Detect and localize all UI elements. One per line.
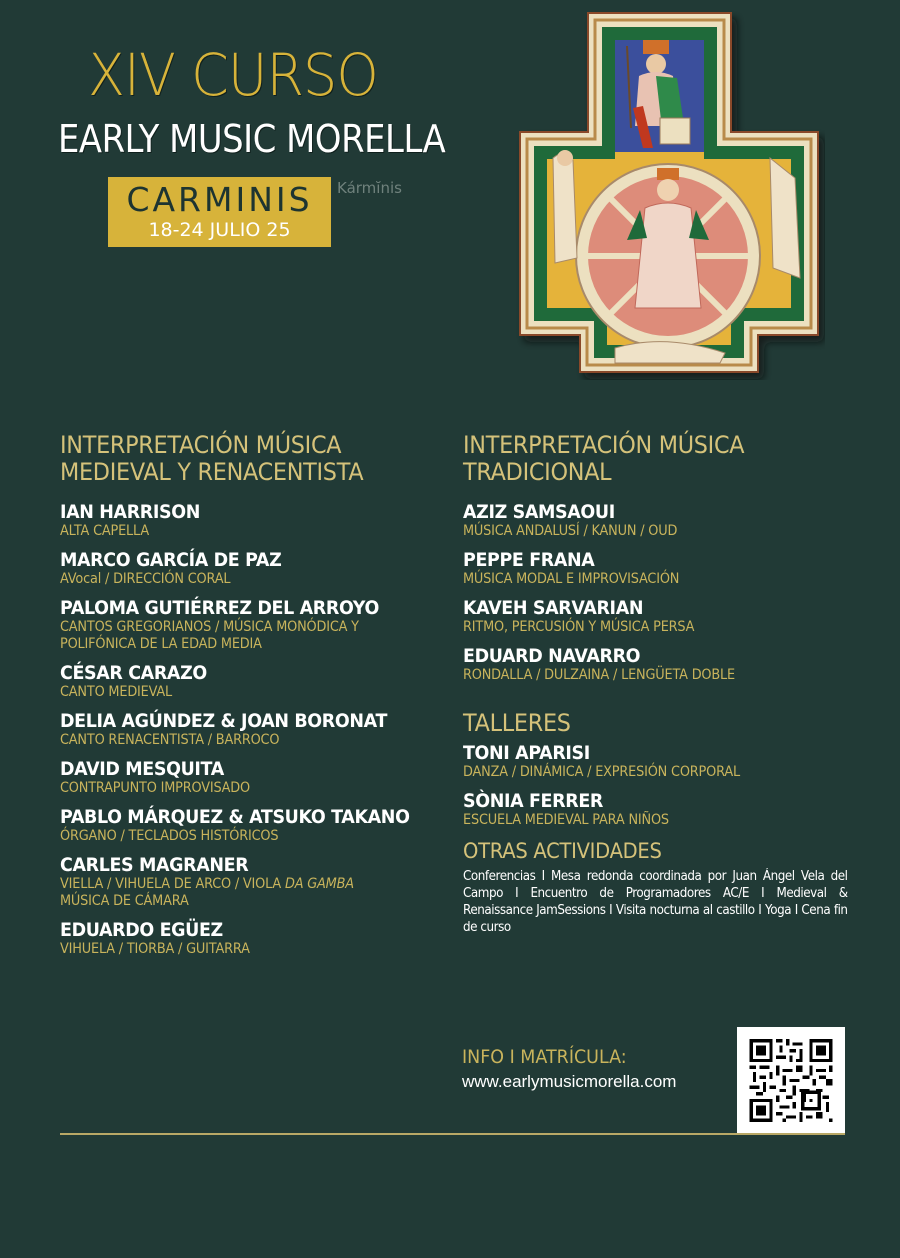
- teacher-subject: ÓRGANO / TECLADOS HISTÓRICOS: [60, 828, 279, 844]
- festival-name: EARLY MUSIC MORELLA: [58, 117, 446, 161]
- teacher-name: PEPPE FRANA: [463, 549, 595, 571]
- teacher-subject: VIHUELA / TIORBA / GUITARRA: [60, 941, 250, 957]
- teacher-subject: CANTO RENACENTISTA / BARROCO: [60, 732, 280, 748]
- teacher-name: TONI APARISI: [463, 742, 590, 764]
- list-item: [463, 549, 853, 588]
- workshop-list: [463, 742, 853, 829]
- teacher-name: KAVEH SARVARIAN: [463, 597, 644, 619]
- teacher-name: DAVID MESQUITA: [60, 758, 224, 780]
- teacher-subject: CANTOS GREGORIANOS / MÚSICA MONÓDICA Y: [60, 619, 359, 635]
- section-title-tradicional-line2: TRADICIONAL: [463, 458, 612, 486]
- list-item: [60, 710, 450, 749]
- teacher-name: IAN HARRISON: [60, 501, 200, 523]
- list-item: [60, 854, 450, 910]
- section-title-talleres: TALLERES: [463, 709, 571, 737]
- teacher-name: EDUARDO EGÜEZ: [60, 919, 223, 941]
- teacher-name: PABLO MÁRQUEZ & ATSUKO TAKANO: [60, 806, 410, 828]
- teacher-name: SÒNIA FERRER: [463, 790, 603, 812]
- other-activities-text: Conferencias I Mesa redonda coordinada por Juan Ángel Vela del Campo I Encuentro de Programadores AC/E I Medieval & Renaissance JamSessions I Visita nocturna al castillo I Yoga I Cena fin de curso: [463, 869, 848, 935]
- teacher-subject: AVocal / DIRECCIÓN CORAL: [60, 571, 231, 587]
- teacher-name: EDUARD NAVARRO: [463, 645, 641, 667]
- section-title-tradicional-line1: INTERPRETACIÓN MÚSICA: [463, 431, 745, 459]
- teacher-name: CARLES MAGRANER: [60, 854, 249, 876]
- teacher-subject: RONDALLA / DULZAINA / LENGÜETA DOBLE: [463, 667, 735, 683]
- teacher-subject: MÚSICA ANDALUSÍ / KANUN / OUD: [463, 523, 678, 539]
- teacher-name: CÉSAR CARAZO: [60, 662, 207, 684]
- qr-code-icon[interactable]: [737, 1027, 845, 1134]
- teacher-name: AZIZ SAMSAOUI: [463, 501, 615, 523]
- edition-name: CARMINIS: [126, 180, 313, 219]
- edition-dates: 18-24 JULIO 25: [148, 219, 291, 241]
- teacher-name: DELIA AGÚNDEZ & JOAN BORONAT: [60, 710, 388, 732]
- section-tradicional: [463, 432, 853, 936]
- section-title-medieval-line1: INTERPRETACIÓN MÚSICA: [60, 431, 342, 459]
- website-link[interactable]: www.earlymusicmorella.com: [462, 1072, 677, 1091]
- course-title: XIV CURSO: [88, 41, 378, 109]
- list-item: [60, 806, 450, 845]
- teacher-name: PALOMA GUTIÉRREZ DEL ARROYO: [60, 597, 379, 619]
- teacher-subject: CANTO MEDIEVAL: [60, 684, 173, 700]
- teacher-subject: ESCUELA MEDIEVAL PARA NIÑOS: [463, 812, 669, 828]
- teacher-subject: CONTRAPUNTO IMPROVISADO: [60, 780, 251, 796]
- teacher-subject-text: VIELLA / VIHUELA DE ARCO / VIOLA: [60, 876, 285, 892]
- list-item: [463, 597, 853, 636]
- teacher-list-tradicional: [463, 501, 853, 684]
- section-title-otras: OTRAS ACTIVIDADES: [463, 839, 662, 863]
- list-item: [60, 919, 450, 958]
- edition-badge: [108, 177, 331, 247]
- teacher-subject: [60, 876, 419, 893]
- teacher-name: MARCO GARCÍA DE PAZ: [60, 549, 282, 571]
- teacher-subject: ALTA CAPELLA: [60, 523, 149, 539]
- edition-phonetic: Kármĭnis: [337, 179, 402, 197]
- teacher-subject: DANZA / DINÁMICA / EXPRESIÓN CORPORAL: [463, 764, 740, 780]
- list-item: [60, 758, 450, 797]
- list-item: [60, 662, 450, 701]
- list-item: [463, 501, 853, 540]
- teacher-subject: RITMO, PERCUSIÓN Y MÚSICA PERSA: [463, 619, 695, 635]
- list-item: [60, 597, 450, 653]
- teacher-subject-line2: MÚSICA DE CÁMARA: [60, 893, 189, 909]
- section-title-medieval-line2: MEDIEVAL Y RENACENTISTA: [60, 458, 364, 486]
- teacher-list-medieval: [60, 501, 450, 958]
- list-item: [463, 790, 853, 829]
- info-label: INFO I MATRÍCULA:: [462, 1046, 627, 1068]
- list-item: [60, 501, 450, 540]
- list-item: [463, 742, 853, 781]
- list-item: [463, 645, 853, 684]
- teacher-subject: MÚSICA MODAL E IMPROVISACIÓN: [463, 571, 680, 587]
- footer-divider: [60, 1133, 845, 1135]
- teacher-subject-line2: POLIFÓNICA DE LA EDAD MEDIA: [60, 636, 262, 652]
- section-medieval: [60, 432, 450, 967]
- list-item: [60, 549, 450, 588]
- manuscript-illustration-icon: [515, 8, 825, 380]
- teacher-subject-italic: DA GAMBA: [284, 876, 354, 892]
